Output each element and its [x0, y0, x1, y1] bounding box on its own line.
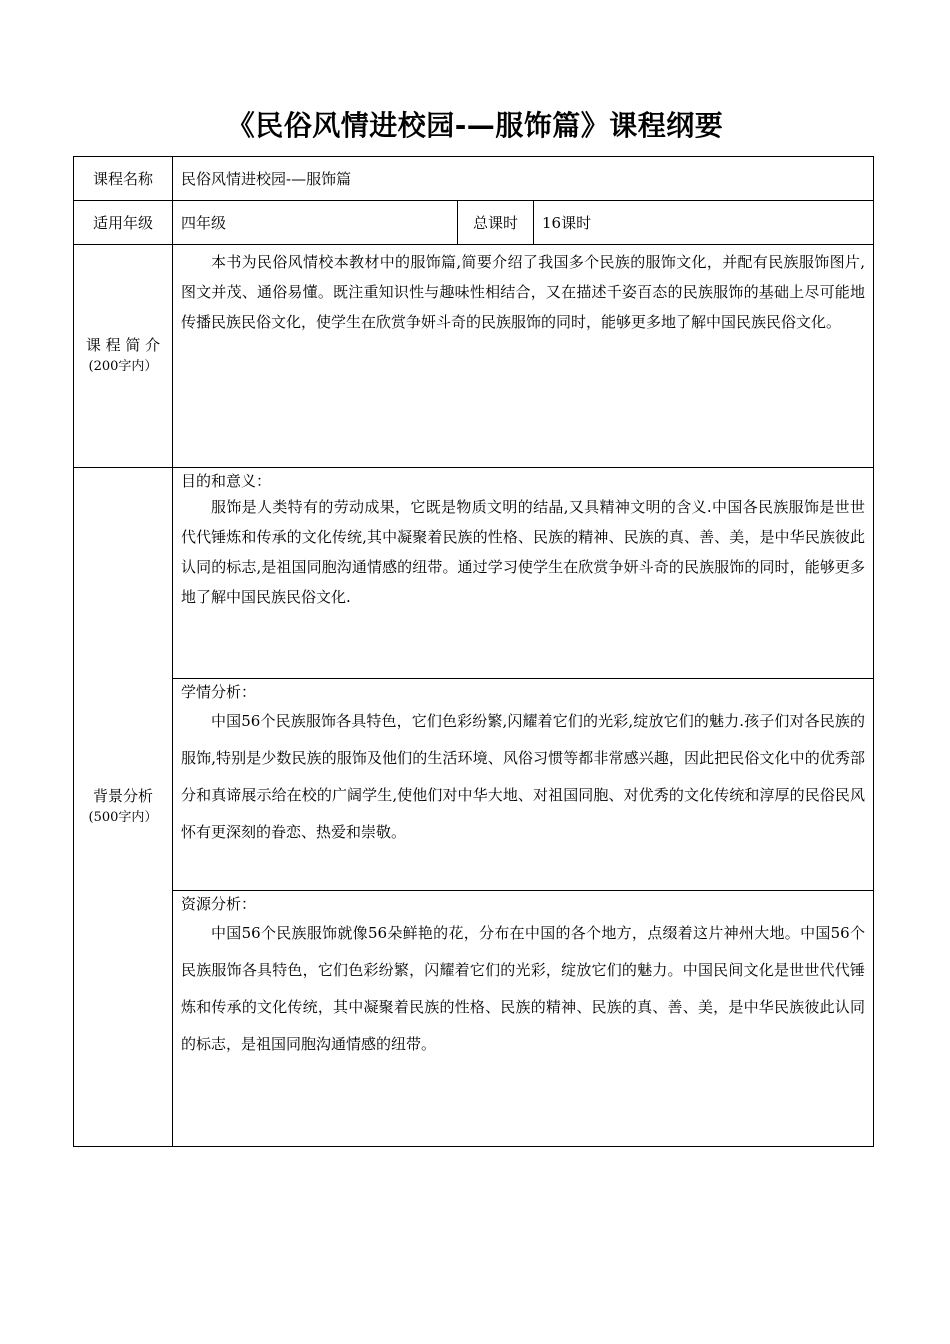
label-total-hours: 总课时	[458, 201, 534, 245]
row-intro	[74, 245, 874, 468]
section-purpose	[173, 468, 873, 679]
intro-text: 本书为民俗风情校本教材中的服饰篇,简要介绍了我国多个民族的服饰文化，并配有民族服饰图片,图文并茂、通俗易懂。既注重知识性与趣味性相结合，又在描述千姿百态的民族服饰的基础上尽可能地传播民族民俗文化，使学生在欣赏争妍斗奇的民族服饰的同时，能够更多地了解中国民族民俗文化。	[181, 253, 866, 331]
section-purpose-text: 服饰是人类特有的劳动成果，它既是物质文明的结晶,又具精神文明的含义.中国各民族服饰是世世代代锤炼和传承的文化传统,其中凝聚着民族的性格、民族的精神、民族的真、善、美，是中华民族彼此认同的标志,是祖国同胞沟通情感的纽带。通过学习使学生在欣赏争妍斗奇的民族服饰的同时，能够更多地了解中国民族民俗文化.	[181, 498, 866, 606]
label-grade: 适用年级	[74, 201, 173, 245]
value-course-name: 民俗风情进校园-—服饰篇	[173, 157, 874, 201]
label-background-note: (500字内）	[88, 810, 158, 825]
label-intro-note: (200字内）	[88, 359, 158, 374]
section-learners-text: 中国56个民族服饰各具特色，它们色彩纷繁,闪耀着它们的光彩,绽放它们的魅力.孩子们对各民族的服饰,特别是少数民族的服饰及他们的生活环境、风俗习惯等都非常感兴趣，因此把民俗文化中的优秀部分和真谛展示给在校的广阔学生,使他们对中华大地、对祖国同胞、对优秀的文化传统和淳厚的民俗民风怀有更深刻的眷恋、热爱和崇敬。	[181, 712, 866, 841]
label-intro-cell	[74, 245, 173, 468]
row-course-name	[74, 157, 874, 201]
section-learners	[173, 679, 873, 891]
section-resources-heading: 资源分析：	[181, 895, 257, 913]
row-grade	[74, 201, 874, 245]
label-background-cell	[74, 468, 173, 1147]
course-outline-table	[73, 156, 874, 1147]
document-title: 《民俗风情进校园-—服饰篇》课程纲要	[226, 109, 724, 142]
row-background	[74, 468, 874, 1147]
section-resources	[173, 891, 873, 1145]
section-resources-text: 中国56个民族服饰就像56朵鲜艳的花，分布在中国的各个地方，点缀着这片神州大地。中国56个民族服饰各具特色，它们色彩纷繁，闪耀着它们的光彩，绽放它们的魅力。中国民间文化是世世代代锤炼和传承的文化传统，其中凝聚着民族的性格、民族的精神、民族的真、善、美，是中华民族彼此认同的标志，是祖国同胞沟通情感的纽带。	[181, 924, 866, 1053]
label-intro: 课 程 简 介	[85, 336, 161, 354]
value-total-hours: 16课时	[534, 201, 874, 245]
value-intro-cell	[173, 245, 874, 468]
label-course-name: 课程名称	[74, 157, 173, 201]
section-learners-heading: 学情分析：	[181, 683, 257, 701]
value-background-cell	[173, 468, 874, 1147]
value-grade: 四年级	[173, 201, 458, 245]
label-background: 背景分析	[92, 787, 153, 805]
section-purpose-heading: 目的和意义：	[181, 472, 272, 490]
